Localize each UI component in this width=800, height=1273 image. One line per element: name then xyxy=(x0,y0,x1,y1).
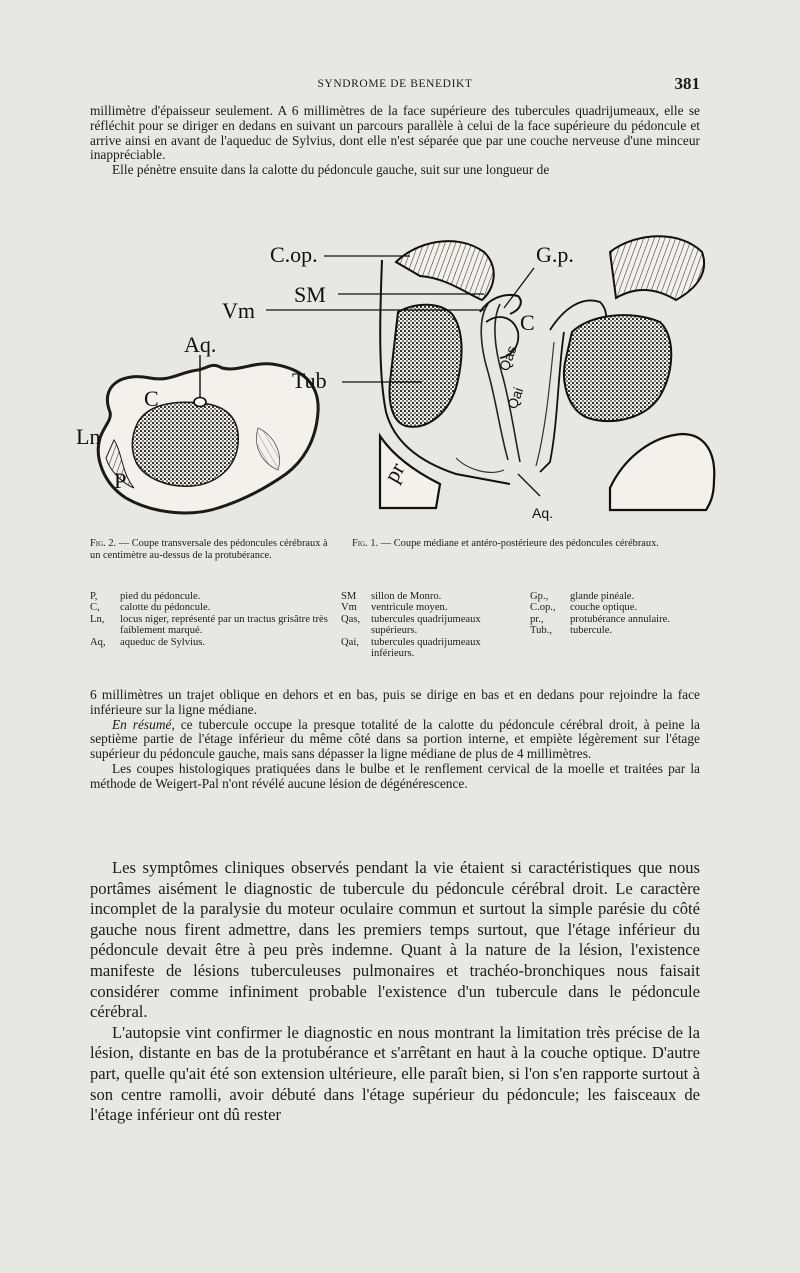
middle-paragraph-1: 6 millimètres un trajet oblique en dehors et en bas, puis se dirige en bas et en dedans pour rejoindre la face inférieure sur la ligne médiane. xyxy=(90,687,700,717)
caption-fig2-text: — Coupe transversale des pédoncules cérébraux à un centimètre au-dessus de la protubérance. xyxy=(90,538,328,561)
legend-row xyxy=(341,637,521,660)
caption-fig2-number: Fig. 2. xyxy=(90,538,117,549)
label-pr: pr xyxy=(378,458,410,487)
figure-drawing xyxy=(76,222,720,532)
legend-row xyxy=(90,591,330,602)
legend-row xyxy=(530,591,730,602)
legend-row xyxy=(90,602,330,613)
label-vm: Vm xyxy=(222,298,255,323)
anatomical-figures xyxy=(76,222,720,532)
label-aq-fig1: Aq. xyxy=(532,505,554,521)
label-p: P xyxy=(114,468,127,493)
legend-row xyxy=(90,637,330,648)
middle-paragraph-3: Les coupes histologiques pratiquées dans le bulbe et le renflement cervical de la moelle et traitées par la méthode de Weigert-Pal n'ont révélé aucune lésion de dégénérescence. xyxy=(90,760,700,791)
label-ln: Ln xyxy=(76,424,101,449)
caption-fig1 xyxy=(352,538,702,550)
label-tub: Tub xyxy=(292,368,327,393)
label-aq-fig2: Aq. xyxy=(184,332,217,357)
page-header xyxy=(90,74,700,96)
bottom-paragraph-1: Les symptômes cliniques observés pendant la vie étaient si caractéristiques que nous portâmes aisément le diagnostic de tubercule du pédoncule cérébral droit. Le caractère incomplet de la paralysie du moteur oculaire commun et surtout la simple parésie du côté gauche nous firent admettre, dans les premiers temps surtout, que l'étage inférieur du pédoncule devait être à peu près indemne. Quant à la nature de la lésion, l'existence manifeste de lésions tuberculeuses pulmonaires et trachéo-bronchiques nous faisait considérer comme infiniment probable l'existence d'un tubercule dans le pédoncule cérébral. xyxy=(90,858,700,1022)
legend-key: SM xyxy=(341,591,357,602)
legend-value: tubercules quadrijumeaux supérieurs. xyxy=(371,613,481,637)
caption-fig1-text: — Coupe médiane et antéro-postérieure des pédoncules cérébraux. xyxy=(378,538,659,549)
legend-row xyxy=(530,625,730,636)
legend-key: Gp., xyxy=(530,591,549,602)
middle-paragraph-2-rest: ce tubercule occupe la presque totalité de la calotte du pédoncule cérébral droit, à peine la septième partie de l'étage inférieur du même côté dans sa portion interne, et empiète légèrement sur l'étage supérieur du pédoncule gauche, mais sans dépasser la ligne médiane de plus de 4 millimètres. xyxy=(90,716,700,762)
legend-fig1-right xyxy=(530,591,730,637)
legend-key: C, xyxy=(90,602,100,614)
legend-fig2 xyxy=(90,591,330,648)
bottom-paragraph-2: L'autopsie vint confirmer le diagnostic en nous montrant la limitation très précise de la lésion, distante en bas de la protubérance et s'arrêtant en haut à la couche optique. D'autre part, quelle qu'ait été son extension ultérieure, elle paraît bien, si l'on s'en rapporte surtout à son centre ramolli, avoir débuté dans l'étage supérieur du pédoncule; les faisceaux de l'étage inférieur ont dû rester xyxy=(90,1022,700,1125)
legend-row xyxy=(530,602,730,613)
legend-key: Qas, xyxy=(341,613,361,625)
middle-text-block xyxy=(90,688,700,792)
legend-row xyxy=(341,591,521,602)
legend-row xyxy=(341,614,521,637)
legend-value: calotte du pédoncule. xyxy=(120,602,211,614)
legend-row xyxy=(90,614,330,637)
en-resume: En résumé, xyxy=(112,716,175,732)
legend-key: C.op., xyxy=(530,602,556,614)
label-qas: Qas xyxy=(495,343,520,374)
legend-row xyxy=(530,614,730,625)
legend-value: pied du pédoncule. xyxy=(120,591,201,602)
legend-value: glande pinéale. xyxy=(570,591,635,602)
legend-value: tubercule. xyxy=(570,625,613,637)
label-qai: Qai xyxy=(503,385,527,412)
legend-value: aqueduc de Sylvius. xyxy=(120,636,206,648)
fig1-median-section xyxy=(380,236,714,510)
legend-value: sillon de Monro. xyxy=(371,591,442,602)
legend-row xyxy=(341,602,521,613)
legend-value: tubercules quadrijumeaux inférieurs. xyxy=(371,636,481,660)
bottom-text-block xyxy=(90,858,700,1126)
label-c-fig2: C xyxy=(144,386,159,411)
legend-value: locus niger, représenté par un tractus grisâtre très faiblement marqué. xyxy=(120,613,328,637)
legend-key: Tub., xyxy=(530,625,552,637)
legend-value: couche optique. xyxy=(570,602,638,614)
legend-key: Aq, xyxy=(90,636,106,648)
middle-paragraph-2 xyxy=(90,718,700,762)
label-sm: SM xyxy=(294,282,326,307)
running-title: SYNDROME DE BENEDIKT xyxy=(317,78,473,90)
caption-fig1-number: Fig. 1. xyxy=(352,538,379,549)
top-paragraph-1: millimètre d'épaisseur seulement. A 6 millimètres de la face supérieure des tubercules quadrijumeaux, elle se réfléchit pour se diriger en dedans en suivant un parcours parallèle à celui de la face supérieure du pédoncule et arrive ainsi en avant de l'aqueduc de Sylvius, dont elle n'est séparée que par une couche nerveuse d'une minceur inappréciable. xyxy=(90,103,700,163)
legend-key: Qai, xyxy=(341,636,359,648)
legend-value: protubérance annulaire. xyxy=(570,613,670,625)
legend-key: Ln, xyxy=(90,613,105,625)
top-text-block xyxy=(90,104,700,178)
caption-fig2 xyxy=(90,538,340,562)
legend-key: Vm xyxy=(341,602,357,614)
label-gp: G.p. xyxy=(536,242,574,267)
fig2-cross-section xyxy=(98,355,318,513)
top-paragraph-2: Elle pénètre ensuite dans la calotte du pédoncule gauche, suit sur une longueur de xyxy=(112,162,550,178)
page-number: 381 xyxy=(674,74,700,93)
legend-key: P, xyxy=(90,591,98,602)
label-c-fig1: C xyxy=(520,310,535,335)
label-cop: C.op. xyxy=(270,242,318,267)
legend-fig1-middle xyxy=(341,591,521,659)
legend-value: ventricule moyen. xyxy=(371,602,448,614)
legend-key: pr., xyxy=(530,613,544,625)
